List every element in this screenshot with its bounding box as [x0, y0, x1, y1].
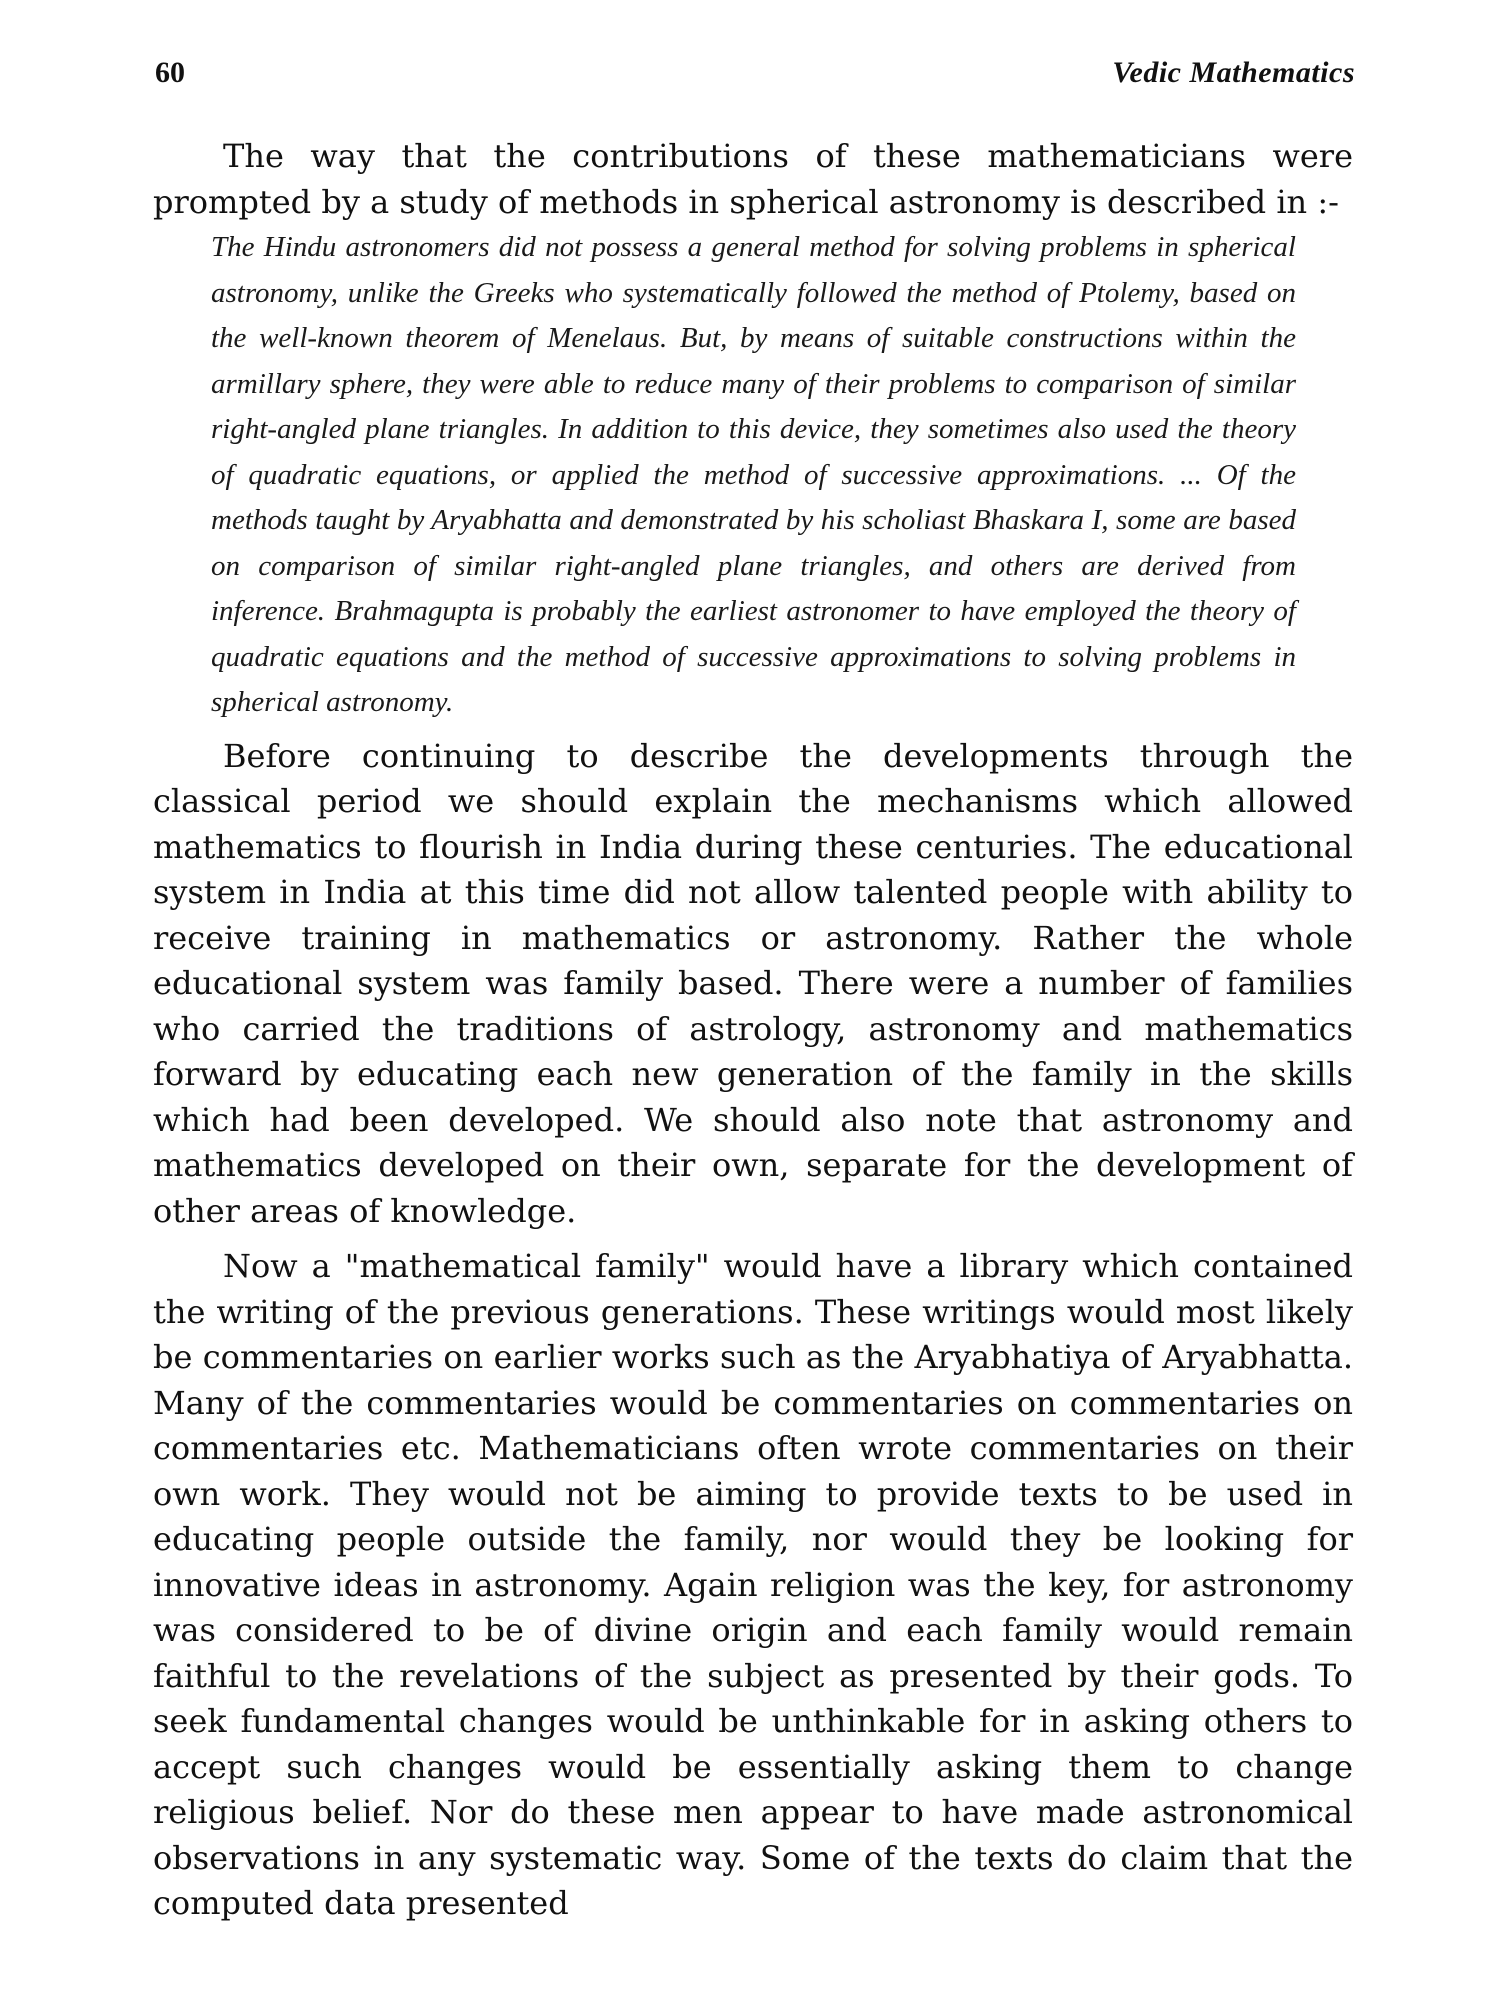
page-number: 60 [155, 56, 185, 89]
book-title: Vedic Mathematics [1112, 56, 1355, 89]
running-header [155, 56, 1355, 96]
paragraph-education-system: Before continuing to describe the developments through the classical period we should explain the mechanisms which allowed mathematics to flourish in India during these centuries. The educational system in India at this time did not allow talented people with ability to receive training in mathematics or astronomy. Rather the whole educational system was family based. There were a number of families who carried the traditions of astrology, astronomy and mathematics forward by educating each new generation of the family in the skills which had been developed. We should also note that astronomy and mathematics developed on their own, separate for the development of other areas of knowledge. [153, 736, 1353, 1230]
paragraph-mathematical-family: Now a "mathematical family" would have a library which contained the writing of the previous generations. These writings would most likely be commentaries on earlier works such as the Aryabhatiya of Aryabhatta. Many of the commentaries would be commentaries on commentaries on commentaries etc. Mathematicians often wrote commentaries on their own work. They would not be aiming to provide texts to be used in educating people outside the family, nor would they be looking for innovative ideas in astronomy. Again religion was the key, for astronomy was considered to be of divine origin and each family would remain faithful to the revelations of the subject as presented by their gods. To seek fundamental changes would be unthinkable for in asking others to accept such changes would be essentially asking them to change religious belief. Nor do these men appear to have made astronomical observations in any systematic way. Some of the texts do claim that the computed data presented [153, 1247, 1353, 1922]
paragraph-intro: The way that the contributions of these mathematicians were prompted by a study of methods in spherical astronomy is described in :- [153, 137, 1353, 221]
block-quote: The Hindu astronomers did not possess a general method for solving problems in spherical astronomy, unlike the Greeks who systematically followed the method of Ptolemy, based on the well-known theorem of Menelaus. But, by means of suitable constructions within the armillary sphere, they were able to reduce many of their problems to comparison of similar right-angled plane triangles. In addition to this device, they sometimes also used the theory of quadratic equations, or applied the method of successive approximations. ... Of the methods taught by Aryabhatta and demonstrated by his scholiast Bhaskara I, some are based on comparison of similar right-angled plane triangles, and others are derived from inference. Brahmagupta is probably the earliest astronomer to have employed the theory of quadratic equations and the method of successive approximations to solving problems in spherical astronomy. [211, 231, 1296, 718]
page-body [153, 134, 1353, 1927]
